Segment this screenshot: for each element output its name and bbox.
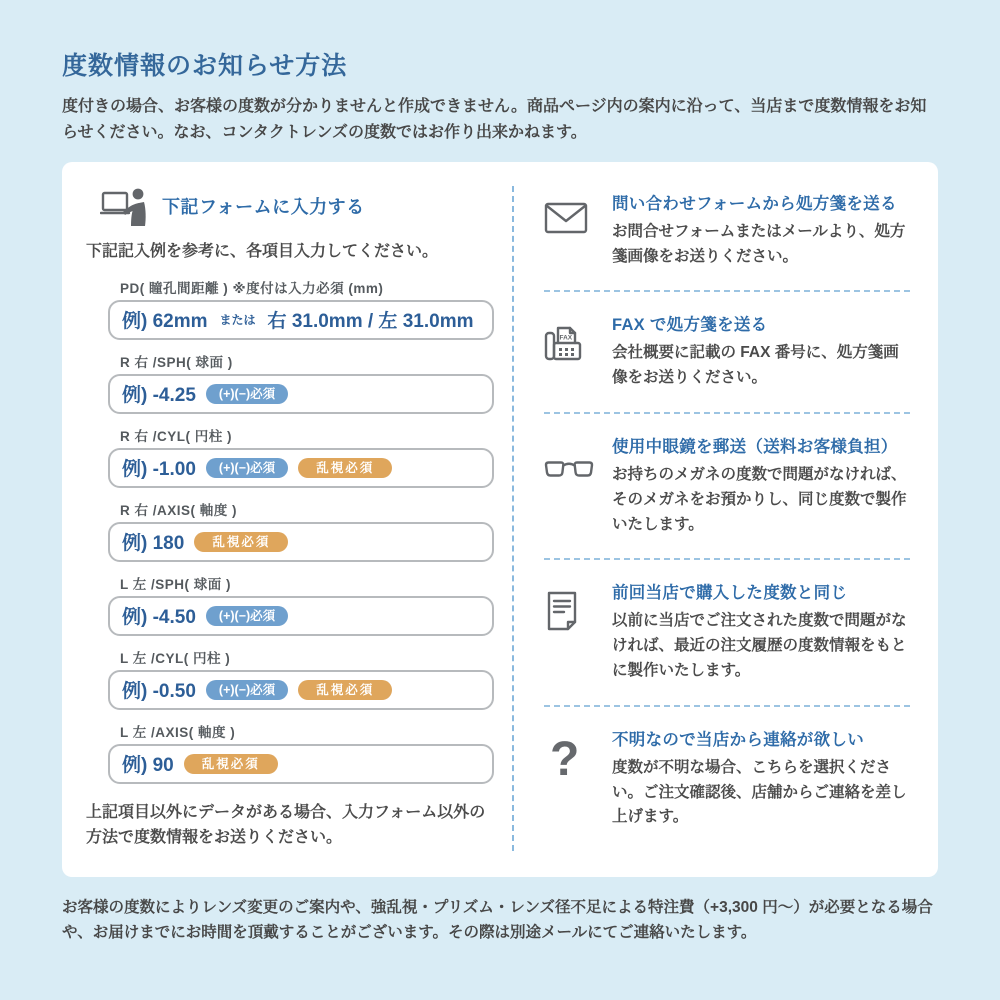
field-l-cyl [108, 647, 494, 710]
question-mark-icon [544, 726, 612, 830]
form-panel-header [86, 186, 494, 226]
method-heading: 前回当店で購入した度数と同じ [612, 584, 848, 603]
example-value: 例) 90 [122, 755, 174, 777]
method-heading: 不明なので当店から連絡が欲しい [612, 730, 864, 749]
method-heading: 問い合わせフォームから処方箋を送る [612, 194, 897, 213]
glasses-icon [544, 433, 612, 537]
page-title: 度数情報のお知らせ方法 [62, 52, 348, 80]
example-box [108, 744, 494, 784]
example-value: 例) -1.00 [122, 459, 196, 481]
astigmatism-required-badge: 乱視必須 [184, 754, 278, 775]
field-r-sph [108, 351, 494, 414]
example-box [108, 596, 494, 636]
example-box [108, 522, 494, 562]
field-r-cyl [108, 425, 494, 488]
method-heading: FAX で処方箋を送る [612, 316, 768, 335]
example-value: 例) -0.50 [122, 681, 196, 703]
form-panel [86, 186, 494, 851]
fax-icon [544, 311, 612, 391]
method-previous-order [544, 560, 910, 706]
field-r-axis [108, 499, 494, 562]
example-value-alt: 右 31.0mm / 左 31.0mm [267, 311, 474, 333]
method-mail-glasses [544, 414, 910, 560]
astigmatism-required-badge: 乱視必須 [298, 680, 392, 701]
field-label: R 右 /CYL( 円柱 ) [120, 428, 232, 444]
example-connector: または [219, 313, 256, 328]
astigmatism-required-badge: 乱視必須 [298, 458, 392, 479]
field-label: L 左 /CYL( 円柱 ) [120, 650, 231, 666]
example-box [108, 448, 494, 488]
plus-minus-required-badge: (+)(−)必須 [206, 606, 288, 627]
field-label: R 右 /AXIS( 軸度 ) [120, 502, 238, 518]
form-fields [108, 277, 494, 784]
example-box [108, 374, 494, 414]
method-body: 会社概要に記載の FAX 番号に、処方箋画像をお送りください。 [612, 344, 899, 387]
form-instruction: 下記記入例を参考に、各項目入力してください。 [86, 242, 439, 260]
field-l-sph [108, 573, 494, 636]
method-fax [544, 292, 910, 414]
method-unknown-contact [544, 707, 910, 851]
method-content [612, 726, 910, 830]
method-content [612, 190, 910, 270]
method-body: お問合せフォームまたはメールより、処方箋画像をお送りください。 [612, 222, 906, 265]
form-panel-heading: 下記フォームに入力する [162, 196, 365, 217]
example-value: 例) -4.25 [122, 385, 196, 407]
example-box [108, 670, 494, 710]
field-label: L 左 /AXIS( 軸度 ) [120, 724, 236, 740]
question-glyph: ? [550, 732, 580, 786]
info-card [62, 162, 938, 877]
method-heading: 使用中眼鏡を郵送（送料お客様負担） [612, 438, 898, 456]
field-label: L 左 /SPH( 球面 ) [120, 576, 232, 592]
astigmatism-required-badge: 乱視必須 [194, 532, 288, 553]
document-icon [544, 579, 612, 683]
mail-icon [544, 190, 612, 270]
method-contact-form [544, 186, 910, 293]
field-label: PD( 瞳孔間距離 ) ※度付は入力必須 (mm) [120, 280, 384, 296]
field-l-axis [108, 721, 494, 784]
field-label: R 右 /SPH( 球面 ) [120, 354, 233, 370]
method-content [612, 579, 910, 683]
pd-example-box [108, 300, 494, 340]
person-at-computer-icon [100, 186, 148, 226]
example-value: 例) 180 [122, 533, 185, 555]
footer-note: お客様の度数によりレンズ変更のご案内や、強乱視・プリズム・レンズ径不足による特注費（+3,300 円〜）が必要となる場合や、お届けまでにお時間を頂戴することがございます。その際は別途メールにてご連絡いたします。 [62, 899, 933, 942]
method-body: お持ちのメガネの度数で問題がなければ、そのメガネをお預かりし、同じ度数で製作いたします。 [612, 466, 907, 533]
plus-minus-required-badge: (+)(−)必須 [206, 458, 288, 479]
method-body: 度数が不明な場合、こちらを選択ください。ご注文確認後、店舗からご連絡を差し上げます。 [612, 758, 907, 826]
intro-text: 度付きの場合、お客様の度数が分かりませんと作成できません。商品ページ内の案内に沿って、当店まで度数情報をお知らせください。なお、コンタクトレンズの度数ではお作り出来かねます。 [62, 98, 927, 141]
method-content [612, 433, 910, 537]
field-pd [108, 277, 494, 340]
method-content [612, 311, 910, 391]
plus-minus-required-badge: (+)(−)必須 [206, 680, 288, 701]
methods-panel [514, 186, 910, 851]
example-value: 例) -4.50 [122, 607, 196, 629]
form-panel-note: 上記項目以外にデータがある場合、入力フォーム以外の方法で度数情報をお送りください。 [86, 803, 486, 847]
method-body: 以前に当店でご注文された度数で問題がなければ、最近の注文履歴の度数情報をもとに製作いたします。 [612, 612, 907, 679]
example-value: 例) 62mm [122, 311, 208, 333]
svg-text:FAX: FAX [559, 334, 573, 342]
plus-minus-required-badge: (+)(−)必須 [206, 384, 288, 405]
